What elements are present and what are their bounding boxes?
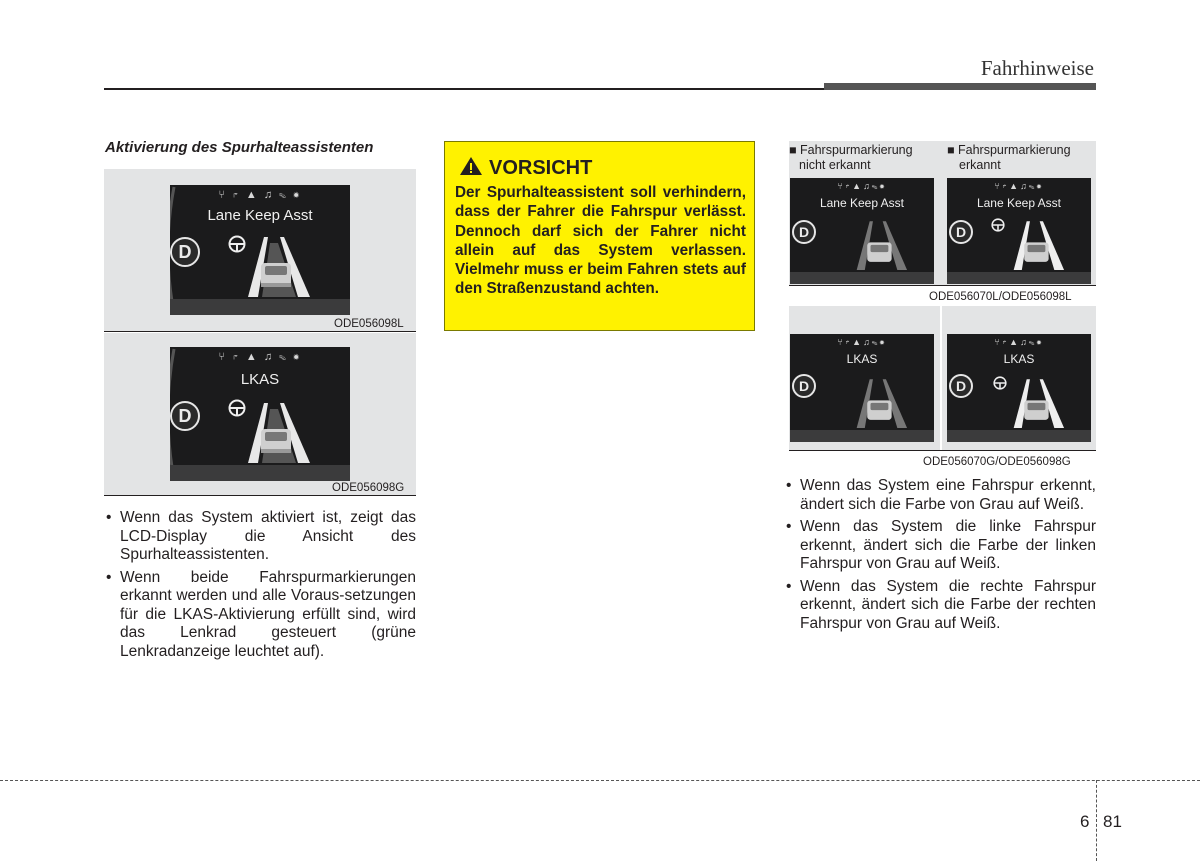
music-note-icon: ♫ (863, 181, 872, 191)
figure-caption: ODE056070G/ODE056098G (923, 456, 1071, 468)
figure-rule (104, 495, 416, 496)
seat-icon: ⑂ (837, 181, 845, 191)
seat-icon: ⑂ (994, 337, 1002, 347)
figure-caption: ODE056098L (334, 318, 404, 330)
gear-indicator: D (949, 220, 973, 244)
lcd-bottom-bar (790, 430, 934, 442)
gear-icon: ✹ (879, 337, 887, 347)
list-item: • Wenn das System die linke Fahrspur erkennt, ändert sich die Farbe der linken Fahrspur von Grau auf Weiß. (784, 518, 1096, 574)
caution-box (444, 141, 755, 331)
column-heading-line: ■ Fahrspurmarkierung (789, 143, 913, 157)
road-icon: ▲ (852, 337, 864, 347)
lcd-icon-row (947, 337, 1091, 347)
wrench-icon: ✎ (1028, 181, 1037, 191)
gear-indicator: D (170, 401, 200, 431)
caution-heading (459, 156, 592, 180)
lcd-bottom-bar (170, 299, 350, 315)
list-item: • Wenn beide Fahrspurmarkierungen erkannt werden und alle Voraus-setzungen für die LKAS-Aktivierung erfüllt sind, wird das Lenkrad gesteuert (grüne Lenkradanzeige leuchtet auf). (104, 569, 416, 662)
figure-rule (789, 450, 1096, 451)
gear-icon: ✹ (1036, 337, 1044, 347)
left-bullet-list (104, 509, 416, 665)
lcd-label: Lane Keep Asst (207, 207, 313, 224)
seat-icon: ⑂ (218, 351, 228, 363)
car-icon (867, 242, 891, 262)
column-heading-not-detected (789, 143, 913, 173)
road-icon: ▲ (245, 351, 259, 363)
car-icon (1024, 242, 1048, 262)
figure-divider (940, 306, 942, 450)
lcd-display-detected (947, 334, 1091, 442)
lcd-icon-row (790, 337, 934, 347)
gear-icon: ✹ (1036, 181, 1044, 191)
warning-triangle-icon (459, 156, 483, 176)
figure-caption: ODE056098G (332, 482, 405, 494)
music-note-icon: ♫ (863, 337, 872, 347)
wrench-icon: ✎ (871, 337, 880, 347)
lcd-display (170, 185, 350, 315)
page-number: 81 (1103, 812, 1122, 831)
caution-text: Der Spurhalteassistent soll verhindern, dass der Fahrer die Fahrspur verlässt. Dennoch darf sich der Fahrer nicht allein auf das System verlassen. Vielmehr muss er beim Fahren stets auf den Straßenzustand achten. (455, 184, 746, 298)
lane-graphic (832, 218, 922, 270)
turn-arrow-icon: ↱ (1001, 337, 1010, 347)
steering-wheel-icon (228, 399, 246, 417)
column-heading-detected (947, 143, 1071, 173)
car-icon (1024, 400, 1048, 420)
lcd-icon-row (790, 181, 934, 191)
seat-icon: ⑂ (837, 337, 845, 347)
car-icon (261, 263, 291, 287)
wrench-icon: ✎ (279, 189, 288, 201)
lcd-bottom-bar (790, 272, 934, 284)
figure-rule (104, 331, 416, 332)
caution-title: VORSICHT (489, 157, 593, 179)
section-title: Fahrhinweise (980, 56, 1094, 80)
wrench-icon: ✎ (871, 181, 880, 191)
figure-caption: ODE056070L/ODE056098L (929, 291, 1072, 303)
lcd-icon-row (170, 351, 350, 363)
steering-wheel-icon (228, 235, 246, 253)
header-accent-bar (824, 83, 1096, 90)
music-note-icon: ♫ (1020, 337, 1029, 347)
gear-indicator: D (792, 374, 816, 398)
list-item: • Wenn das System die rechte Fahrspur erkennt, ändert sich die Farbe der rechten Fahrspur von Grau auf Weiß. (784, 578, 1096, 634)
list-item: • Wenn das System eine Fahrspur erkennt, ändert sich die Farbe von Grau auf Weiß. (784, 477, 1096, 514)
column-heading-line: ■ Fahrspurmarkierung (947, 143, 1071, 157)
lcd-display (170, 347, 350, 481)
chapter-number: 6 (1080, 812, 1090, 831)
turn-arrow-icon: ↱ (232, 351, 241, 363)
music-note-icon: ♫ (263, 351, 275, 363)
figure-lane-keep-asst (104, 169, 416, 331)
lcd-label: LKAS (240, 371, 280, 388)
column-heading-line: nicht erkannt (799, 158, 871, 172)
subheading: Aktivierung des Spurhalteassistenten (105, 139, 374, 156)
turn-arrow-icon: ↱ (232, 189, 241, 201)
lcd-icon-row (170, 189, 350, 201)
lcd-bottom-bar (947, 272, 1091, 284)
figure-lkas (104, 333, 416, 495)
turn-arrow-icon: ↱ (844, 337, 853, 347)
gear-indicator: D (949, 374, 973, 398)
wrench-icon: ✎ (279, 351, 288, 363)
wrench-icon: ✎ (1028, 337, 1037, 347)
right-bullet-list (784, 477, 1096, 637)
road-icon: ▲ (1009, 181, 1021, 191)
gear-icon: ✹ (292, 351, 302, 363)
list-item: • Wenn das System aktiviert ist, zeigt das LCD-Display die Ansicht des Spurhalteassistenten. (104, 509, 416, 565)
seat-icon: ⑂ (218, 189, 228, 201)
lcd-display-not-detected (790, 178, 934, 284)
turn-arrow-icon: ↱ (1001, 181, 1010, 191)
lcd-label: Lane Keep Asst (819, 196, 905, 210)
road-icon: ▲ (1009, 337, 1021, 347)
lcd-label: LKAS (1003, 352, 1035, 366)
lcd-label: Lane Keep Asst (976, 196, 1062, 210)
figure-rule (789, 285, 1096, 286)
car-icon (261, 429, 291, 453)
music-note-icon: ♫ (1020, 181, 1029, 191)
lane-graphic (832, 376, 922, 428)
footer-dashed-divider (1096, 780, 1097, 861)
lcd-display-not-detected (790, 334, 934, 442)
music-note-icon: ♫ (263, 189, 275, 201)
road-icon: ▲ (852, 181, 864, 191)
steering-wheel-icon (991, 218, 1005, 232)
gear-icon: ✹ (879, 181, 887, 191)
header-rule (104, 88, 824, 90)
lcd-bottom-bar (170, 465, 350, 481)
gear-indicator: D (792, 220, 816, 244)
lcd-label: LKAS (846, 352, 878, 366)
lcd-bottom-bar (947, 430, 1091, 442)
road-icon: ▲ (245, 189, 259, 201)
turn-arrow-icon: ↱ (844, 181, 853, 191)
gear-icon: ✹ (292, 189, 302, 201)
car-icon (867, 400, 891, 420)
gear-indicator: D (170, 237, 200, 267)
lcd-display-detected (947, 178, 1091, 284)
seat-icon: ⑂ (994, 181, 1002, 191)
steering-wheel-icon (993, 376, 1007, 390)
footer-dashed-rule (0, 780, 1200, 781)
column-heading-line: erkannt (959, 158, 1001, 172)
lcd-icon-row (947, 181, 1091, 191)
